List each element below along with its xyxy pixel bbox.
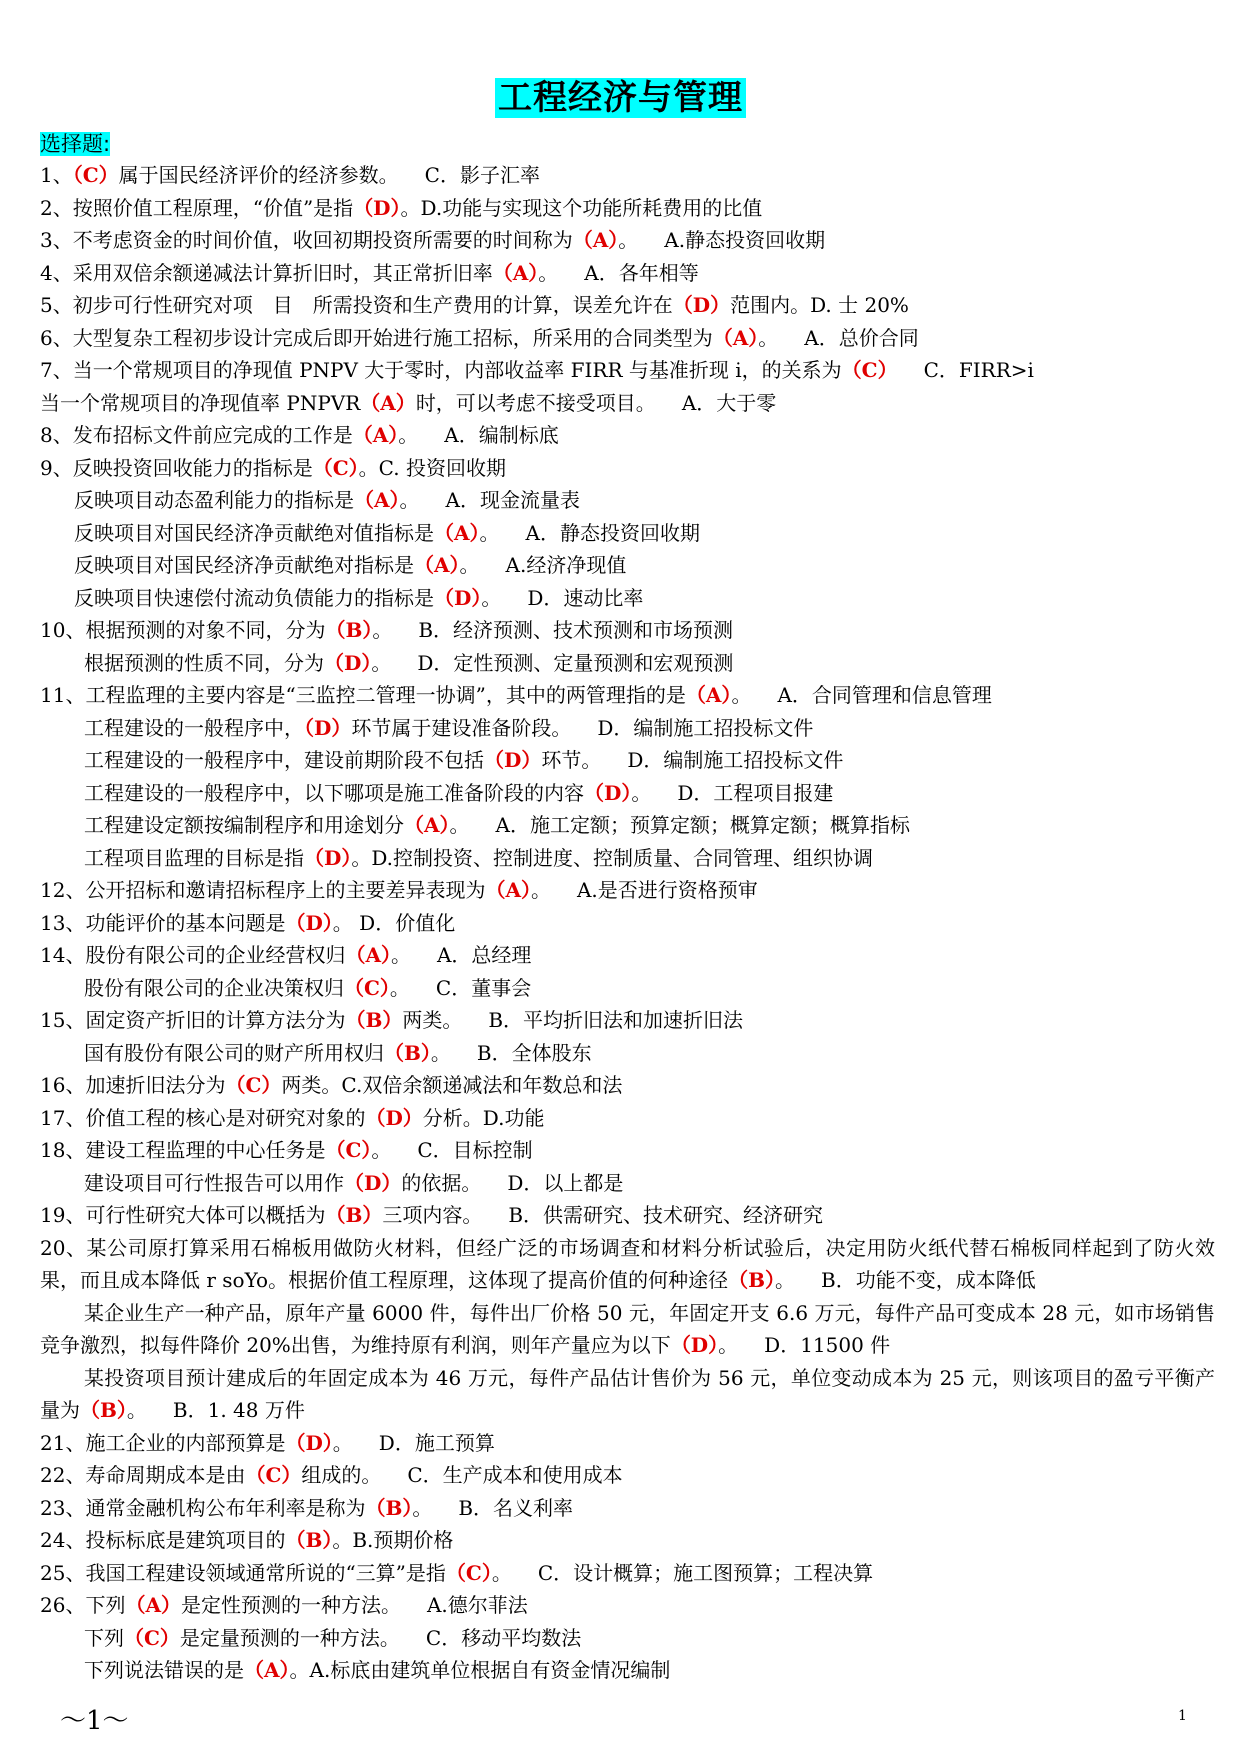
question-text-tail: 。D.功能与实现这个功能所耗费用的比值 bbox=[400, 195, 763, 220]
question-line bbox=[40, 1557, 1215, 1590]
question-text-tail: 。 bbox=[530, 878, 551, 902]
question-text: 18、建设工程监理的中心任务是 bbox=[40, 1138, 326, 1162]
answer-key: （C） bbox=[325, 1138, 372, 1162]
answer-option: B．全体股东 bbox=[476, 1040, 592, 1065]
question-text-tail: 。 bbox=[126, 1398, 147, 1422]
answer-option: C．目标控制 bbox=[417, 1138, 533, 1162]
answer-key: （D） bbox=[285, 1430, 333, 1455]
question-text-tail: 。 bbox=[491, 1560, 512, 1585]
question-text: 20、某公司原打算采用石棉板用做防火材料，但经广泛的市场调查和材料分析试验后，决定用防火纸代替石棉板同样起到了防火效果，而且成本降低 r soYo。根据价值工程原理，这体现了提高价值的何种途径 bbox=[40, 1235, 1215, 1292]
answer-key: （D） bbox=[434, 585, 482, 610]
answer-option: B．名义利率 bbox=[458, 1495, 574, 1520]
answer-key: （D） bbox=[672, 293, 731, 317]
question-text: 股份有限公司的企业决策权归 bbox=[84, 975, 344, 1000]
question-text: 工程建设的一般程序中，建设前期阶段不包括 bbox=[84, 748, 484, 772]
answer-key: （A） bbox=[685, 683, 732, 707]
question-text-tail: 。 bbox=[479, 520, 500, 545]
question-text: 26、下列 bbox=[40, 1593, 126, 1617]
answer-key: （C） bbox=[344, 975, 390, 1000]
question-text: 当一个常规项目的净现值率 PNPVR bbox=[40, 390, 361, 415]
answer-option: A．大于零 bbox=[681, 390, 777, 415]
question-line bbox=[40, 582, 1215, 615]
question-line bbox=[40, 1199, 1215, 1232]
question-line bbox=[40, 744, 1215, 777]
question-text: 7、当一个常规项目的净现值 PNPV 大于零时，内部收益率 FIRR 与基准折现 i，的关系为 bbox=[40, 358, 842, 382]
question-text: 工程建设的一般程序中，以下哪项是施工准备阶段的内容 bbox=[84, 780, 584, 805]
question-text-tail: 三项内容。 bbox=[382, 1203, 483, 1227]
question-text: 根据预测的性质不同，分为 bbox=[84, 650, 324, 675]
question-text-tail: 。C. 投资回收期 bbox=[358, 455, 506, 480]
question-line bbox=[40, 484, 1215, 517]
question-text-tail: 范围内。D. 士 20% bbox=[730, 293, 909, 317]
answer-option: C．影子汇率 bbox=[424, 163, 540, 187]
answer-key: （C） bbox=[312, 455, 359, 480]
question-line bbox=[40, 354, 1215, 387]
answer-key: （D） bbox=[304, 715, 352, 740]
question-line bbox=[40, 1297, 1215, 1362]
answer-option: A．编制标底 bbox=[444, 423, 559, 447]
question-text-tail: 。 bbox=[371, 1138, 392, 1162]
answer-key: （D） bbox=[344, 1170, 402, 1195]
answer-option: B．供需研究、技术研究、经济研究 bbox=[508, 1203, 824, 1227]
question-list bbox=[40, 159, 1215, 1687]
question-text: 下列 bbox=[84, 1625, 124, 1650]
answer-key: （A） bbox=[244, 1658, 290, 1682]
answer-option: A.经济净现值 bbox=[505, 553, 627, 577]
section-label-text: 选择题: bbox=[40, 132, 111, 156]
question-text: 8、发布招标文件前应完成的工作是 bbox=[40, 423, 353, 447]
question-line bbox=[40, 224, 1215, 257]
question-line bbox=[40, 1362, 1215, 1427]
answer-option: D．施工预算 bbox=[378, 1430, 495, 1455]
question-line bbox=[40, 907, 1215, 940]
answer-option: D．速动比率 bbox=[527, 585, 644, 610]
question-text-tail: 。A.标底由建筑单位根据自有资金情况编制 bbox=[289, 1658, 671, 1682]
answer-option: A．合同管理和信息管理 bbox=[777, 683, 992, 707]
answer-key: （C） bbox=[245, 1463, 302, 1487]
question-text: 6、大型复杂工程初步设计完成后即开始进行施工招标，所采用的合同类型为 bbox=[40, 325, 713, 350]
answer-key: （A） bbox=[404, 813, 450, 837]
question-line bbox=[40, 1004, 1215, 1037]
answer-option: D．以上都是 bbox=[507, 1170, 624, 1195]
question-line bbox=[40, 1134, 1215, 1167]
question-text: 15、固定资产折旧的计算方法分为 bbox=[40, 1008, 346, 1032]
answer-option: C．生产成本和使用成本 bbox=[407, 1463, 623, 1487]
answer-key: （D） bbox=[365, 1105, 423, 1130]
question-text-tail: 。 bbox=[481, 585, 502, 610]
question-text: 5、初步可行性研究对项 目 所需投资和生产费用的计算，误差允许在 bbox=[40, 293, 673, 317]
question-text-tail: 。 bbox=[718, 1333, 739, 1357]
question-text: 25、我国工程建设领域通常所说的“三算”是指 bbox=[40, 1560, 446, 1585]
answer-key: （D） bbox=[484, 748, 542, 772]
answer-key: （D） bbox=[304, 845, 352, 870]
question-line bbox=[40, 1232, 1215, 1297]
question-text: 16、加速折旧法分为 bbox=[40, 1073, 226, 1097]
answer-option: B．平均折旧法和加速折旧法 bbox=[488, 1008, 744, 1032]
question-text: 21、施工企业的内部预算是 bbox=[40, 1430, 286, 1455]
answer-key: （D） bbox=[584, 780, 632, 805]
question-text-tail: 。B.预期价格 bbox=[332, 1528, 454, 1552]
question-text-tail: 。 bbox=[399, 488, 420, 512]
question-line bbox=[40, 549, 1215, 582]
question-text-tail: 。 bbox=[631, 780, 652, 805]
question-line bbox=[40, 1102, 1215, 1135]
answer-key: （A） bbox=[125, 1593, 181, 1617]
answer-key: （B） bbox=[345, 1008, 403, 1032]
question-text: 12、公开招标和邀请招标程序上的主要差异表现为 bbox=[40, 878, 486, 902]
answer-option: D．编制施工招投标文件 bbox=[627, 748, 844, 772]
question-line bbox=[40, 419, 1215, 452]
question-line bbox=[40, 1069, 1215, 1102]
question-line bbox=[40, 387, 1215, 420]
question-text: 23、通常金融机构公布年利率是称为 bbox=[40, 1495, 366, 1520]
answer-option: D．工程项目报建 bbox=[677, 780, 834, 805]
answer-option: A．总经理 bbox=[436, 943, 532, 967]
answer-option: D．11500 件 bbox=[764, 1333, 891, 1357]
question-line bbox=[40, 939, 1215, 972]
answer-option: D．编制施工招投标文件 bbox=[597, 715, 814, 740]
answer-option: A．现金流量表 bbox=[445, 488, 580, 512]
answer-option: A.德尔菲法 bbox=[426, 1593, 528, 1617]
question-line bbox=[40, 257, 1215, 290]
answer-key: （C） bbox=[445, 1560, 492, 1585]
question-text-tail: 。 bbox=[412, 1495, 433, 1520]
answer-key: （B） bbox=[285, 1528, 333, 1552]
question-line bbox=[40, 614, 1215, 647]
question-line bbox=[40, 777, 1215, 810]
question-text-tail: 两类。 bbox=[402, 1008, 463, 1032]
question-line bbox=[40, 679, 1215, 712]
answer-key: （D） bbox=[353, 195, 401, 220]
answer-key: （C） bbox=[124, 1625, 180, 1650]
question-line bbox=[40, 1654, 1215, 1687]
answer-key: （A） bbox=[434, 520, 480, 545]
question-text-tail: 。 bbox=[389, 975, 410, 1000]
answer-option: A.静态投资回收期 bbox=[664, 228, 826, 252]
question-text: 17、价值工程的核心是对研究对象的 bbox=[40, 1105, 366, 1130]
question-text-tail: 。 bbox=[430, 1040, 451, 1065]
answer-key: （C） bbox=[72, 163, 119, 187]
question-text: 工程项目监理的目标是指 bbox=[84, 845, 304, 870]
question-line bbox=[40, 517, 1215, 550]
answer-option: C．董事会 bbox=[435, 975, 532, 1000]
question-text-tail: 。D.控制投资、控制进度、控制质量、合同管理、组织协调 bbox=[351, 845, 874, 870]
question-text-tail: 环节属于建设准备阶段。 bbox=[351, 715, 572, 740]
answer-key: （A） bbox=[485, 878, 531, 902]
question-line bbox=[40, 1492, 1215, 1525]
footer-page-number: 1 bbox=[1178, 1708, 1187, 1724]
question-text: 某企业生产一种产品，原年产量 6000 件，每件出厂价格 50 元，年固定开支 6.6 万元，每件产品可变成本 28 元，如市场销售竞争激烈，拟每件降价 20%出售，为维持原有利润，则年产量应为以下 bbox=[40, 1300, 1215, 1357]
question-line bbox=[40, 1524, 1215, 1557]
question-text: 国有股份有限公司的财产所用权归 bbox=[84, 1040, 384, 1065]
answer-option: C．移动平均数法 bbox=[425, 1625, 582, 1650]
question-line bbox=[40, 192, 1215, 225]
question-line bbox=[40, 1589, 1215, 1622]
question-text-tail: 是定量预测的一种方法。 bbox=[179, 1625, 400, 1650]
question-line bbox=[40, 452, 1215, 485]
answer-key: （A） bbox=[354, 488, 400, 512]
question-line bbox=[40, 159, 1215, 192]
question-line bbox=[40, 712, 1215, 745]
section-label bbox=[40, 128, 110, 158]
question-text: 工程建设的一般程序中， bbox=[84, 715, 304, 740]
answer-key: （A） bbox=[352, 423, 399, 447]
answer-key: （A） bbox=[414, 553, 460, 577]
question-text: 11、工程监理的主要内容是“三监控二管理一协调”，其中的两管理指的是 bbox=[40, 683, 686, 707]
answer-key: （B） bbox=[728, 1268, 775, 1292]
answer-key: （D） bbox=[324, 650, 372, 675]
answer-option: A．静态投资回收期 bbox=[525, 520, 700, 545]
question-text-tail: 组成的。 bbox=[301, 1463, 382, 1487]
question-text: 下列说法错误的是 bbox=[84, 1658, 244, 1682]
question-line bbox=[40, 1427, 1215, 1460]
question-text: 反映项目对国民经济净贡献绝对值指标是 bbox=[74, 520, 434, 545]
answer-option: B．1. 48 万件 bbox=[172, 1398, 305, 1422]
question-text-tail: 。 D．价值化 bbox=[332, 910, 456, 935]
question-text: 反映项目动态盈利能力的指标是 bbox=[74, 488, 354, 512]
question-text-tail: 。 bbox=[459, 553, 480, 577]
question-text: 反映项目对国民经济净贡献绝对指标是 bbox=[74, 553, 414, 577]
question-text: 4、采用双倍余额递减法计算折旧时，其正常折旧率 bbox=[40, 260, 493, 285]
answer-key: （A） bbox=[345, 943, 391, 967]
answer-key: （B） bbox=[365, 1495, 413, 1520]
answer-key: （B） bbox=[80, 1398, 127, 1422]
answer-option: C．FIRR>i bbox=[923, 358, 1034, 382]
answer-key: （B） bbox=[325, 1203, 383, 1227]
answer-option: A．施工定额；预算定额；概算定额；概算指标 bbox=[495, 813, 910, 837]
answer-key: （A） bbox=[492, 260, 539, 285]
question-text-tail: 分析。D.功能 bbox=[422, 1105, 545, 1130]
answer-key: （A） bbox=[360, 390, 416, 415]
answer-option: A．各年相等 bbox=[584, 260, 699, 285]
answer-option: B．功能不变，成本降低 bbox=[821, 1268, 1036, 1292]
answer-option: D．定性预测、定量预测和宏观预测 bbox=[417, 650, 734, 675]
question-text-tail: 的依据。 bbox=[401, 1170, 482, 1195]
footer-page-label: ～1～ bbox=[60, 1706, 129, 1736]
question-text: 某投资项目预计建成后的年固定成本为 46 万元，每件产品估计售价为 56 元，单位变动成本为 25 元，则该项目的盈亏平衡产量为 bbox=[40, 1365, 1215, 1422]
question-line bbox=[40, 1459, 1215, 1492]
question-line bbox=[40, 647, 1215, 680]
answer-key: （B） bbox=[325, 618, 373, 642]
question-line bbox=[40, 322, 1215, 355]
question-text-tail: 。 bbox=[449, 813, 470, 837]
question-text: 13、功能评价的基本问题是 bbox=[40, 910, 286, 935]
answer-key: （C） bbox=[225, 1073, 282, 1097]
question-text-tail: 环节。 bbox=[541, 748, 602, 772]
question-text-tail: 。 bbox=[731, 683, 752, 707]
question-text: 9、反映投资回收能力的指标是 bbox=[40, 455, 313, 480]
answer-key: （C） bbox=[841, 358, 898, 382]
answer-key: （A） bbox=[712, 325, 759, 350]
question-text-tail: 是定性预测的一种方法。 bbox=[180, 1593, 401, 1617]
page-title-text: 工程经济与管理 bbox=[495, 78, 746, 118]
answer-option: A．总价合同 bbox=[804, 325, 919, 350]
question-text: 2、按照价值工程原理，“价值”是指 bbox=[40, 195, 354, 220]
question-line bbox=[40, 809, 1215, 842]
question-text: 10、根据预测的对象不同，分为 bbox=[40, 618, 326, 642]
question-text-tail: 两类。C.双倍余额递减法和年数总和法 bbox=[281, 1073, 623, 1097]
question-text: 22、寿命周期成本是由 bbox=[40, 1463, 246, 1487]
question-line bbox=[40, 289, 1215, 322]
answer-key: （D） bbox=[670, 1333, 719, 1357]
question-text-tail: 。 bbox=[332, 1430, 353, 1455]
question-text: 24、投标标底是建筑项目的 bbox=[40, 1528, 286, 1552]
answer-key: （D） bbox=[285, 910, 333, 935]
question-text: 19、可行性研究大体可以概括为 bbox=[40, 1203, 326, 1227]
question-line bbox=[40, 972, 1215, 1005]
question-line bbox=[40, 842, 1215, 875]
question-text-tail: 。 bbox=[398, 423, 419, 447]
answer-option: B．经济预测、技术预测和市场预测 bbox=[418, 618, 734, 642]
question-text-tail: 。 bbox=[618, 228, 639, 252]
question-text: 反映项目快速偿付流动负债能力的指标是 bbox=[74, 585, 434, 610]
question-line bbox=[40, 1622, 1215, 1655]
page-title bbox=[0, 70, 1241, 119]
question-text-tail: 。 bbox=[371, 650, 392, 675]
question-text-tail: 属于国民经济评价的经济参数。 bbox=[118, 163, 399, 187]
question-text-tail: 。 bbox=[390, 943, 411, 967]
answer-option: C．设计概算；施工图预算；工程决算 bbox=[537, 1560, 874, 1585]
answer-option: A.是否进行资格预审 bbox=[576, 878, 758, 902]
question-text: 1、 bbox=[40, 163, 73, 187]
question-text-tail: 。 bbox=[758, 325, 779, 350]
answer-key: （B） bbox=[384, 1040, 431, 1065]
question-text-tail: 。 bbox=[372, 618, 393, 642]
question-text: 14、股份有限公司的企业经营权归 bbox=[40, 943, 346, 967]
question-text-tail: 。 bbox=[775, 1268, 795, 1292]
question-text-tail: 。 bbox=[538, 260, 559, 285]
question-text: 3、不考虑资金的时间价值，收回初期投资所需要的时间称为 bbox=[40, 228, 573, 252]
question-text: 工程建设定额按编制程序和用途划分 bbox=[84, 813, 404, 837]
question-line bbox=[40, 1037, 1215, 1070]
question-line bbox=[40, 1167, 1215, 1200]
answer-key: （A） bbox=[572, 228, 619, 252]
question-text: 建设项目可行性报告可以用作 bbox=[84, 1170, 344, 1195]
question-line bbox=[40, 874, 1215, 907]
question-text-tail: 时，可以考虑不接受项目。 bbox=[415, 390, 656, 415]
